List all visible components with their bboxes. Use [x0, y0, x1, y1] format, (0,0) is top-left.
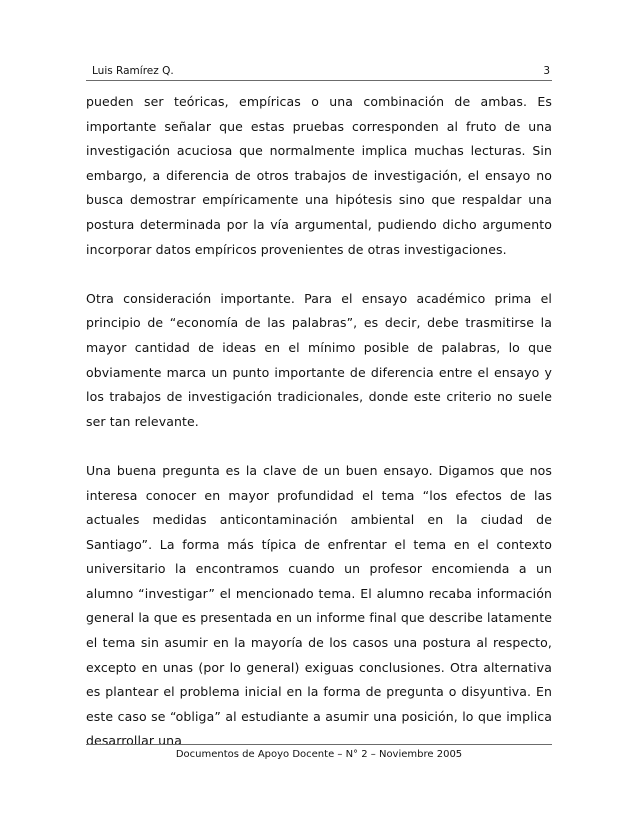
page-header	[86, 62, 552, 81]
page-footer	[86, 744, 552, 760]
paragraph-3: Una buena pregunta es la clave de un buen ensayo. Digamos que nos interesa conocer en mayor profundidad el tema “los efectos de las actuales medidas anticontaminación ambiental en la ciudad de Santiago”. La forma más típica de enfrentar el tema en el contexto universitario la encontramos cuando un profesor encomienda a un alumno “investigar” el mencionado tema. El alumno recaba información general la que es presentada en un informe final que describe latamente el tema sin asumir en la mayoría de los casos una postura al respecto, excepto en unas (por lo general) exiguas conclusiones. Otra alternativa es plantear el problema inicial en la forma de pregunta o disyuntiva. En este caso se “obliga” al estudiante a asumir una posición, lo que implica desarrollar una	[86, 462, 552, 749]
paragraph-1: pueden ser teóricas, empíricas o una combinación de ambas. Es importante señalar que estas pruebas corresponden al fruto de una investigación acuciosa que normalmente implica muchas lecturas. Sin embargo, a diferencia de otros trabajos de investigación, el ensayo no busca demostrar empíricamente una hipótesis sino que respaldar una postura determinada por la vía argumental, pudiendo dicho argumento incorporar datos empíricos provenientes de otras investigaciones.	[86, 94, 552, 257]
header-author: Luis Ramírez Q.	[92, 65, 174, 77]
body-text	[86, 90, 552, 779]
header-page-number: 3	[543, 65, 550, 77]
footer-text: Documentos de Apoyo Docente – N° 2 – Noviembre 2005	[175, 749, 463, 760]
paragraph-2: Otra consideración importante. Para el ensayo académico prima el principio de “economía de las palabras”, es decir, debe trasmitirse la mayor cantidad de ideas en el mínimo posible de palabras, lo que obviamente marca un punto importante de diferencia entre el ensayo y los trabajos de investigación tradicionales, donde este criterio no suele ser tan relevante.	[86, 290, 552, 429]
